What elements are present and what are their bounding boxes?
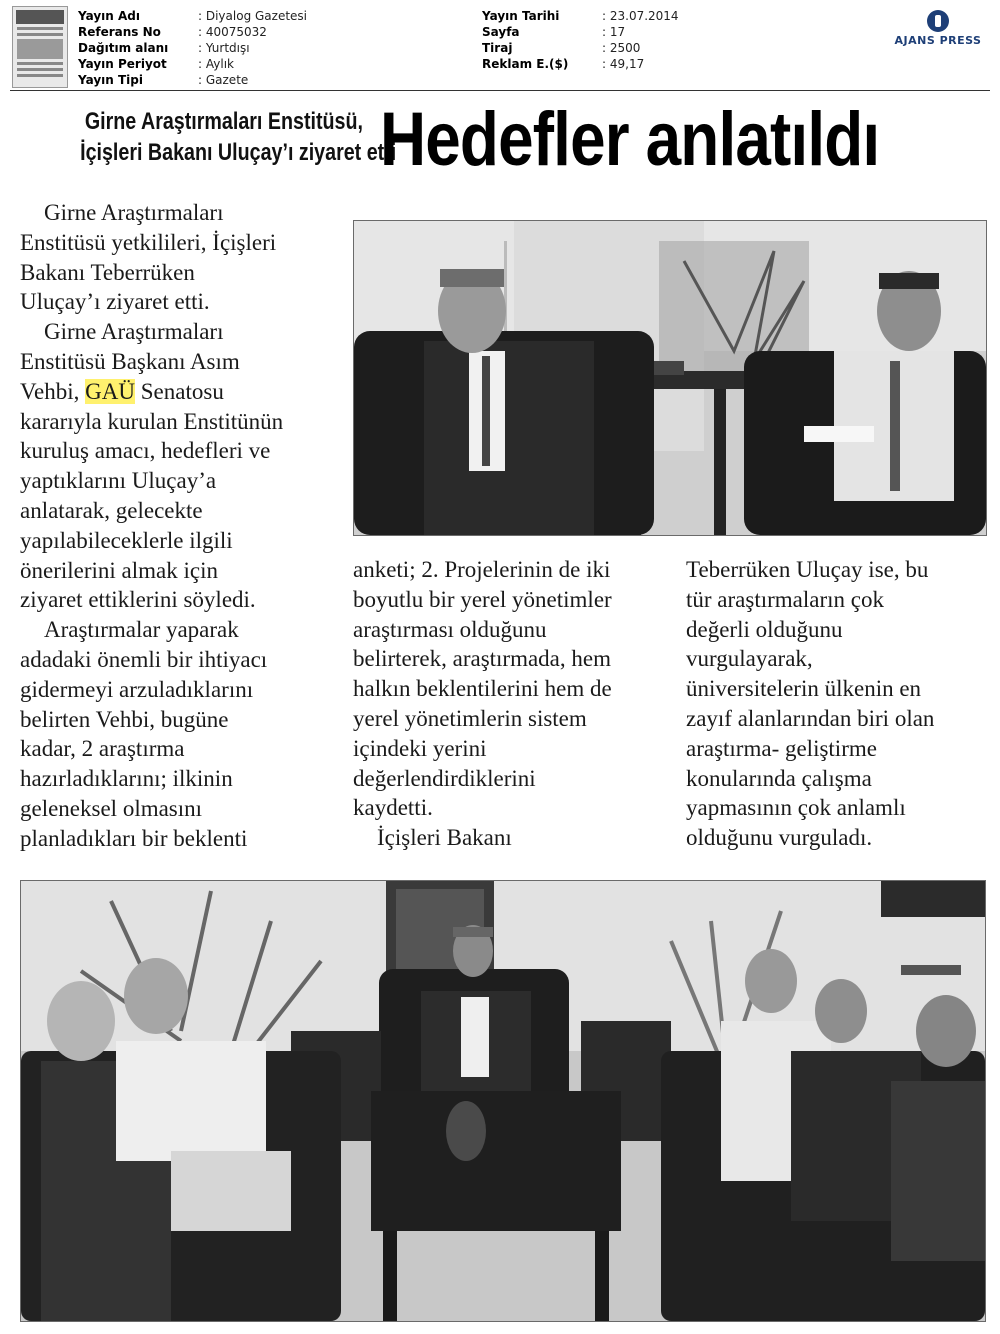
info-row: Reklam E.($) : 49,17 [482, 57, 645, 71]
article-column-3 [686, 555, 934, 853]
article-column-2 [353, 555, 612, 853]
text-line: adadaki önemli bir ihtiyacı [20, 646, 268, 672]
text-line: boyutlu bir yerel yönetimler [353, 586, 612, 612]
text-line: belirterek, araştırmada, hem [353, 646, 611, 672]
text-line: kaydetti. [353, 795, 433, 821]
article-column-1 [20, 198, 283, 854]
publication-info-left [78, 8, 307, 88]
text-line: anketi; 2. Projelerinin de iki [353, 557, 611, 582]
newspaper-thumbnail [12, 6, 68, 88]
text-line: Enstitüsü Başkanı Asım [20, 348, 240, 374]
info-row: Yayın Adı : Diyalog Gazetesi [78, 9, 308, 23]
publication-info-right [482, 8, 679, 72]
text-line: içindeki yerini [353, 735, 487, 761]
text-line: vurgulayarak, [686, 646, 813, 672]
info-row: Dağıtım alanı : Yurtdışı [78, 41, 250, 55]
text-line: Araştırmalar yaparak [44, 617, 239, 643]
info-row: Yayın Periyot : Aylık [78, 57, 234, 71]
text-line: kadar, 2 araştırma [20, 736, 185, 762]
text-line: araştırma- geliştirme [686, 735, 877, 761]
text-line: zayıf alanlarından biri olan [686, 705, 935, 731]
text-line: Vehbi, GAÜ Senatosu [20, 378, 224, 404]
text-line: kuruluş amacı, hedefleri ve [20, 438, 271, 464]
text-line: Girne Araştırmaları [44, 319, 224, 345]
text-line: halkın beklentilerini hem de [353, 676, 612, 702]
text-line: konularında çalışma [686, 765, 872, 791]
text-line: yerel yönetimlerin sistem [353, 705, 587, 731]
info-row: Sayfa : 17 [482, 25, 626, 39]
text-line: yapmasının çok anlamlı [686, 795, 906, 821]
text-line: önerilerini almak için [20, 557, 218, 583]
meeting-photo-two-men [353, 220, 987, 536]
info-row: Tiraj : 2500 [482, 41, 641, 55]
ajans-press-logo: AJANS PRESS [888, 10, 988, 50]
text-line: gidermeyi arzuladıklarını [20, 676, 254, 702]
ajans-press-logo-icon [927, 10, 949, 32]
highlighted-term: GAÜ [85, 378, 136, 404]
text-line: değerli olduğunu [686, 616, 843, 642]
text-line: hazırladıklarını; ilkinin [20, 766, 233, 792]
text-line: yapılabileceklerle ilgili [20, 527, 233, 553]
text-line: üniversitelerin ülkenin en [686, 676, 922, 702]
text-line: yaptıklarını Uluçay’a [20, 468, 217, 494]
text-line: geleneksel olmasını [20, 795, 203, 821]
text-line: anlatarak, gelecekte [20, 497, 203, 523]
text-line: belirten Vehbi, bugüne [20, 706, 229, 732]
article-headline: Hedefler anlatıldı [380, 97, 880, 182]
text-line: Enstitüsü yetkilileri, İçişleri [20, 229, 277, 255]
info-row: Yayın Tarihi : 23.07.2014 [482, 9, 679, 23]
article-kicker: Girne Araştırmaları Enstitüsü, İçişleri Bakanı Uluçay’ı ziyaret etti [80, 108, 397, 166]
text-line: planladıkları bir beklenti [20, 825, 248, 851]
text-line: ziyaret ettiklerini söyledi. [20, 587, 256, 613]
text-line: olduğunu vurguladı. [686, 825, 873, 851]
text-line: kararıyla kurulan Enstitünün [20, 408, 284, 434]
text-line: araştırması olduğunu [353, 616, 547, 642]
text-line: Bakanı Teberrüken [20, 259, 195, 285]
text-line: tür araştırmaların çok [686, 586, 884, 612]
text-line: Uluçay’ı ziyaret etti. [20, 289, 210, 315]
text-line: Girne Araştırmaları [44, 200, 224, 225]
header-divider [10, 90, 990, 91]
text-line: değerlendirdiklerini [353, 765, 536, 791]
meeting-photo-group [20, 880, 986, 1322]
info-row: Referans No : 40075032 [78, 25, 267, 39]
text-line: Teberrüken Uluçay ise, bu [686, 557, 929, 582]
text-line: İçişleri Bakanı [377, 825, 512, 851]
info-row: Yayın Tipi : Gazete [78, 73, 249, 87]
